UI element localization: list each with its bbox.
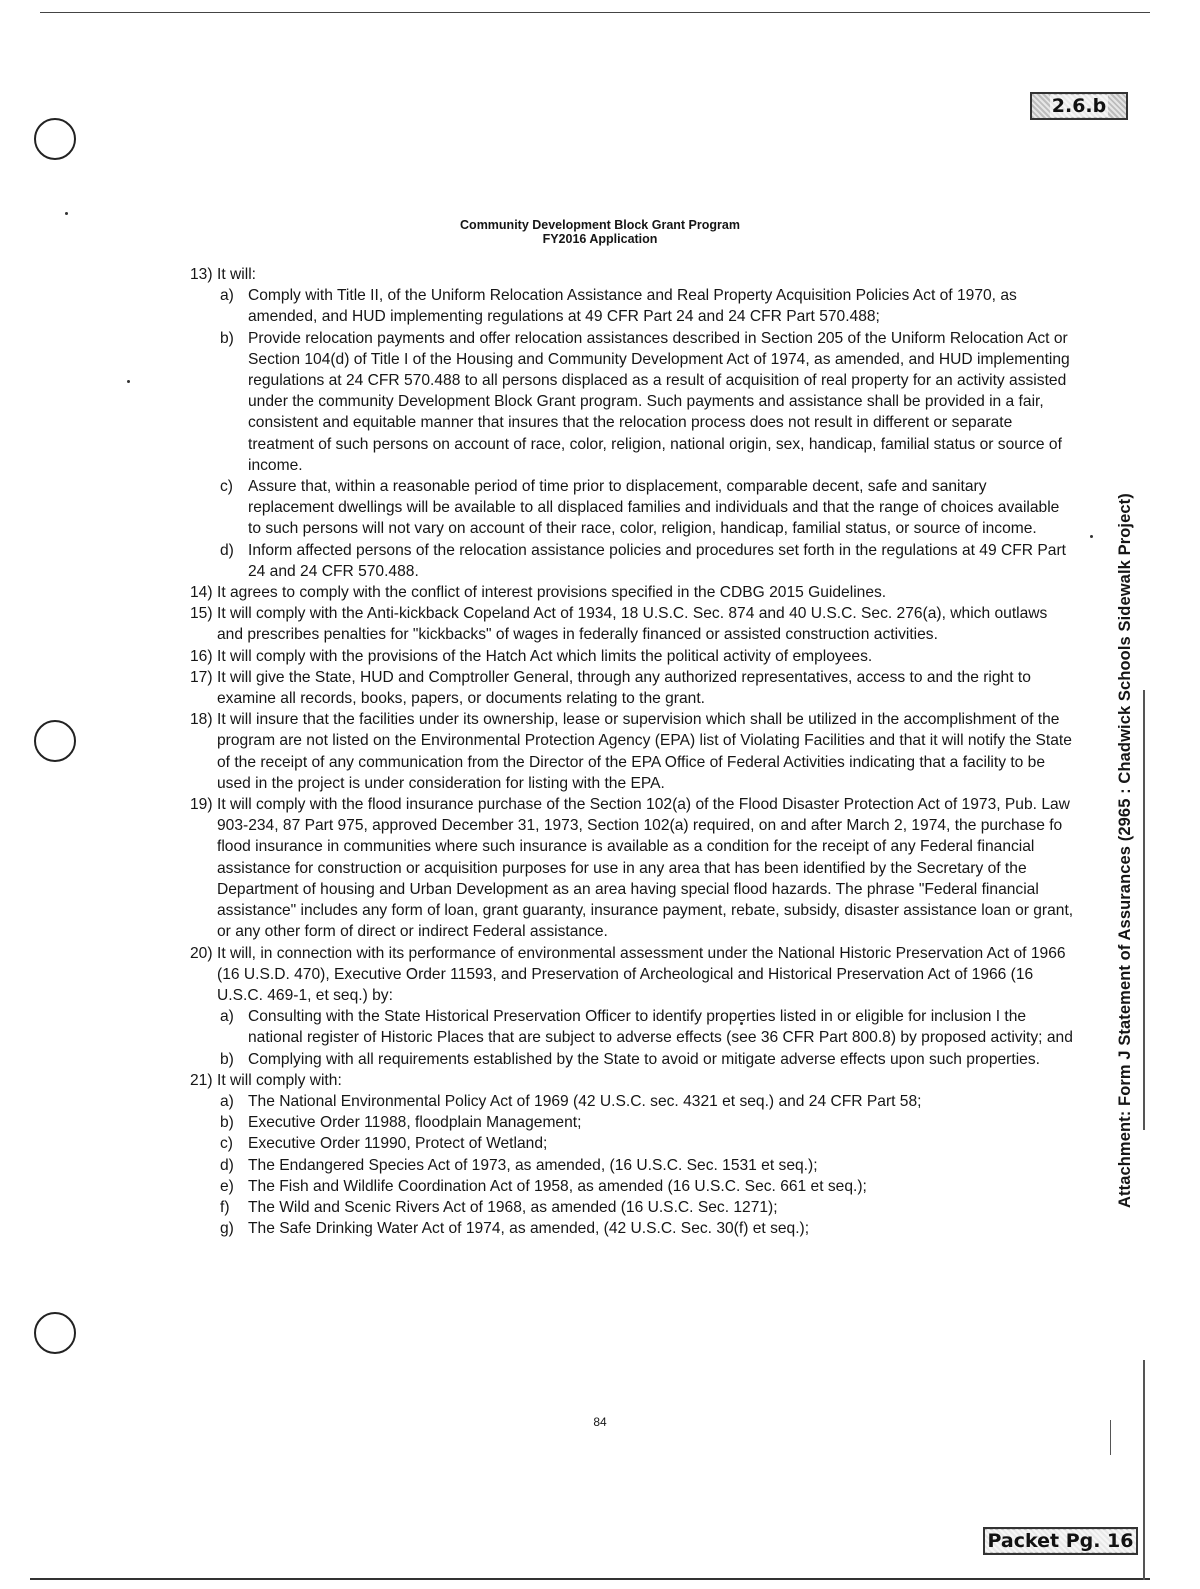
- assurance-subitem: [190, 328, 1075, 476]
- header-program-title: Community Development Block Grant Program: [460, 218, 740, 232]
- item-number: 17): [190, 668, 213, 686]
- item-number: 18): [190, 711, 213, 729]
- item-number: 14): [190, 584, 213, 602]
- binder-hole-middle: [34, 720, 76, 762]
- item-text: It will comply with the Anti-kickback Copeland Act of 1934, 18 U.S.C. Sec. 874 and 40 U.S.C. Sec. 276(a), which outlaws and prescribes penalties for "kickbacks" of wages in federally financed or assisted construction activities.: [217, 605, 1048, 644]
- subitem-text: Inform affected persons of the relocation assistance policies and procedures set forth in the regulations at 49 CFR Part 24 and 24 CFR 570.488.: [248, 541, 1066, 580]
- assurance-item: [190, 1070, 1075, 1091]
- item-text: It will:: [217, 266, 256, 283]
- item-text: It will comply with the provisions of the Hatch Act which limits the political activity of employees.: [217, 647, 873, 665]
- subitem-text: The National Environmental Policy Act of 1969 (42 U.S.C. sec. 4321 et seq.) and 24 CFR Part 58;: [248, 1092, 922, 1110]
- subitem-text: The Endangered Species Act of 1973, as amended, (16 U.S.C. Sec. 1531 et seq.);: [248, 1156, 818, 1174]
- scan-speck: [65, 212, 68, 215]
- subitem-text: Provide relocation payments and offer relocation assistances described in Section 205 of the Uniform Relocation Act or Section 104(d) of Title I of the Housing and Community Development Act of 1974, as amended, and HUD implementing regulations at 24 CFR 570.488 to all persons displaced as a result of acquisition of real property for an activity assisted under the community Development Block Grant program. Such payments and assistance shall be provided in a fair, consistent and equitable manner that insures that the relocation process does not result in different or separate treatment of such persons on account of race, color, religion, national origin, sex, handicap, familial status or source of income.: [248, 329, 1070, 474]
- subitem-letter: d): [220, 541, 234, 559]
- subitem-text: Comply with Title II, of the Uniform Relocation Assistance and Real Property Acquisition Policies Act of 1970, as amended, and HUD implementing regulations at 49 CFR Part 24 and 24 CFR Part 570.488;: [248, 287, 1017, 326]
- subitem-text: The Safe Drinking Water Act of 1974, as amended, (42 U.S.C. Sec. 30(f) et seq.);: [248, 1220, 810, 1238]
- subitem-text: The Fish and Wildlife Coordination Act of 1958, as amended (16 U.S.C. Sec. 661 et seq.);: [248, 1177, 867, 1195]
- item-number: 15): [190, 605, 213, 623]
- packet-page-stamp: [983, 1527, 1138, 1555]
- subitem-letter: a): [220, 1092, 234, 1110]
- scan-speck: [127, 380, 130, 383]
- item-text: It will comply with the flood insurance purchase of the Section 102(a) of the Flood Disaster Protection Act of 1973, Pub. Law 903-234, 87 Part 975, approved December 31, 1973, Section 102(a) required, on and after March 2, 1974, the purchase fo flood insurance in communities where such insurance is available as a condition for the receipt of any Federal financial assistance for construction or acquisition purposes for use in any area that has been identified by the Secretary of the Department of housing and Urban Development as an area having special flood hazards. The phrase "Federal financial assistance" includes any form of loan, grant guaranty, insurance payment, rebate, subsidy, disaster assistance loan or grant, or any other form of direct or indirect Federal assistance.: [217, 796, 1074, 941]
- page-number: 84: [593, 1415, 607, 1429]
- assurance-item: [190, 582, 1075, 603]
- item-text: It will, in connection with its performance of environmental assessment under the National Historic Preservation Act of 1966 (16 U.S.D. 470), Executive Order 11593, and Preservation of Archeological and Historical Preservation Act of 1966 (16 U.S.C. 469-1, et seq.) by:: [217, 944, 1066, 1004]
- assurance-subitem: [190, 1112, 1075, 1133]
- scan-speck: [1090, 535, 1093, 538]
- item-number: 20): [190, 944, 213, 962]
- binder-hole-top: [34, 118, 76, 160]
- subitem-letter: a): [220, 1008, 234, 1026]
- subitem-letter: e): [220, 1177, 234, 1195]
- right-margin-rule: [1143, 690, 1145, 1130]
- assurance-item: [190, 667, 1075, 709]
- right-margin-tick: [1110, 1420, 1111, 1455]
- subitem-letter: c): [220, 1135, 233, 1153]
- item-number: 16): [190, 647, 213, 665]
- subitem-letter: a): [220, 287, 234, 305]
- item-text: It agrees to comply with the conflict of interest provisions specified in the CDBG 2015 Guidelines.: [217, 584, 887, 602]
- subitem-text: Assure that, within a reasonable period of time prior to displacement, comparable decent, safe and sanitary replacement dwellings will be available to all displaced families and individuals and that the range of choices available to such persons will not vary on account of their race, color, religion, handicap, familial status, or source of income.: [248, 478, 1060, 538]
- assurance-subitem: [190, 1006, 1075, 1048]
- attachment-sidebar-label: Attachment: Form J Statement of Assurances (2965 : Chadwick Schools Sidewalk Project): [1116, 493, 1134, 1208]
- item-number: 13): [190, 266, 213, 283]
- subitem-text: Executive Order 11990, Protect of Wetland;: [248, 1135, 548, 1153]
- assurance-subitem: [190, 1155, 1075, 1176]
- assurance-subitem: [190, 285, 1075, 327]
- subitem-letter: d): [220, 1156, 234, 1174]
- subitem-letter: f): [220, 1198, 230, 1216]
- item-number: 19): [190, 796, 213, 814]
- assurance-subitem: [190, 1049, 1075, 1070]
- assurance-subitem: [190, 476, 1075, 540]
- packet-page-label: Packet Pg. 16: [987, 1530, 1134, 1552]
- assurance-subitem: [190, 1218, 1075, 1239]
- assurances-list: [190, 264, 1075, 1239]
- assurance-subitem: [190, 1091, 1075, 1112]
- subitem-text: The Wild and Scenic Rivers Act of 1968, as amended (16 U.S.C. Sec. 1271);: [248, 1198, 778, 1216]
- assurance-item: [190, 264, 1075, 285]
- bottom-rule: [30, 1578, 1150, 1580]
- assurance-subitem: [190, 540, 1075, 582]
- assurance-item: [190, 709, 1075, 794]
- item-text: It will comply with:: [217, 1071, 342, 1089]
- header-application-year: FY2016 Application: [542, 232, 658, 246]
- assurance-subitem: [190, 1176, 1075, 1197]
- subitem-text: Consulting with the State Historical Preservation Officer to identify properties listed in or eligible for inclusion I the national register of Historic Places that are subject to adverse effects (see 36 CFR Part 800.8) by proposed activity; and: [248, 1008, 1073, 1047]
- subitem-letter: b): [220, 1114, 234, 1132]
- attachment-stamp-label: 2.6.b: [1051, 95, 1107, 117]
- subitem-text: Complying with all requirements established by the State to avoid or mitigate adverse effects upon such properties.: [248, 1050, 1040, 1068]
- item-text: It will insure that the facilities under its ownership, lease or supervision which shall be utilized in the accomplishment of the program are not listed on the Environmental Protection Agency (EPA) list of Violating Facilities and that it will notify the State of the receipt of any communication from the Director of the EPA Office of Federal Activities indicating that a facility to be used in the project is under consideration for listing with the EPA.: [217, 711, 1072, 792]
- item-text: It will give the State, HUD and Comptroller General, through any authorized representatives, access to and the right to examine all records, books, papers, or documents relating to the grant.: [217, 668, 1031, 708]
- document-header: [300, 218, 900, 246]
- binder-hole-bottom: [34, 1312, 76, 1354]
- assurance-item: [190, 646, 1075, 667]
- assurance-subitem: [190, 1133, 1075, 1154]
- subitem-letter: b): [220, 329, 234, 347]
- assurance-item: [190, 943, 1075, 1007]
- assurance-item: [190, 603, 1075, 645]
- assurance-item: [190, 794, 1075, 942]
- top-rule: [40, 12, 1150, 13]
- item-number: 21): [190, 1071, 213, 1089]
- assurance-subitem: [190, 1197, 1075, 1218]
- subitem-letter: g): [220, 1220, 234, 1238]
- subitem-letter: b): [220, 1050, 234, 1068]
- attachment-stamp: [1030, 92, 1128, 120]
- subitem-letter: c): [220, 478, 233, 496]
- right-margin-rule-lower: [1143, 1360, 1145, 1580]
- subitem-text: Executive Order 11988, floodplain Management;: [248, 1114, 582, 1132]
